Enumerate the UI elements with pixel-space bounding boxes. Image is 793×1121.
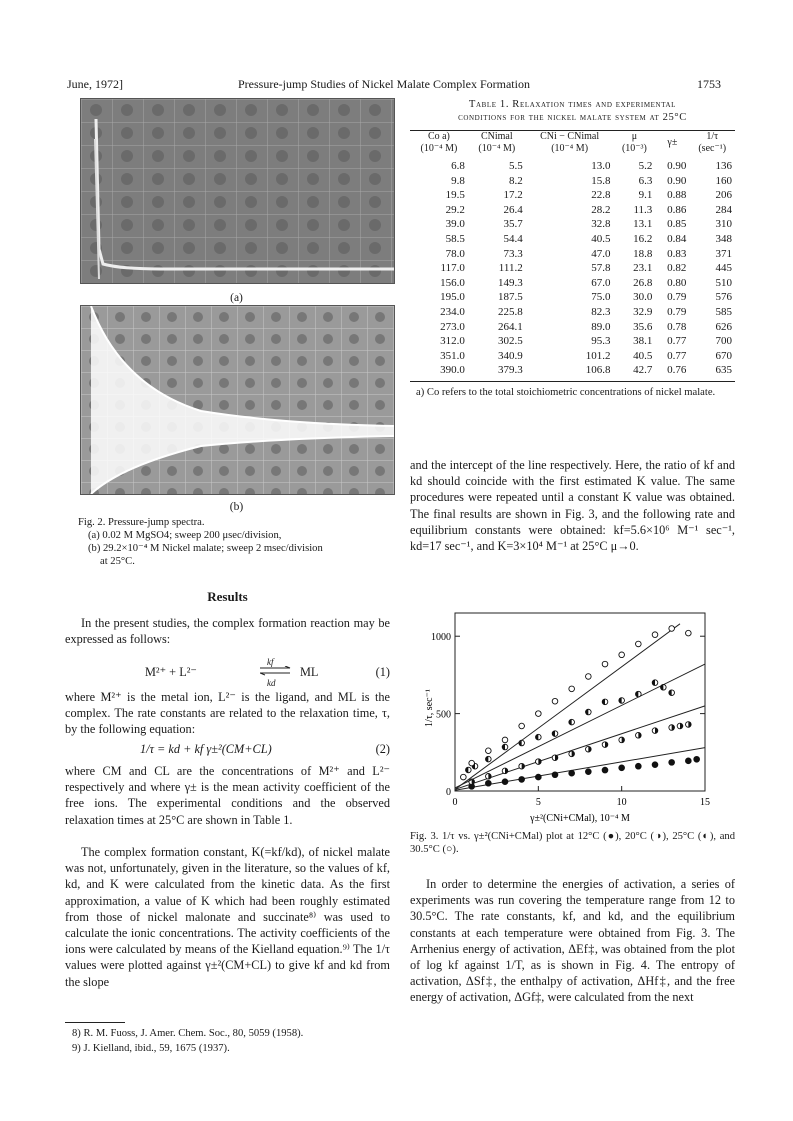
equation-1	[65, 654, 390, 686]
table-cell: 54.4	[503, 232, 523, 245]
header-title: Pressure-jump Studies of Nickel Malate Complex Formation	[238, 77, 530, 91]
table-cell: 310	[715, 218, 732, 231]
table-cell: 106.8	[585, 364, 611, 377]
table-cell: 371	[715, 247, 732, 260]
figure-3	[410, 605, 735, 830]
table-cell: 26.4	[503, 203, 523, 216]
table-cell: 635	[715, 364, 732, 377]
table-cell: 89.0	[591, 320, 611, 333]
data-point	[652, 632, 658, 638]
x-tick-label: 10	[616, 797, 627, 808]
table-1-header-cell: γ±	[667, 137, 678, 148]
data-point	[552, 698, 558, 704]
table-row	[410, 261, 735, 276]
data-point	[619, 765, 625, 771]
table-row	[410, 232, 735, 247]
figure-2-caption-b: (b) 29.2×10⁻⁴ M Nickel malate; sweep 2 msec/division	[88, 543, 323, 554]
table-cell: 312.0	[440, 335, 465, 348]
table-row	[410, 320, 735, 335]
results-paragraph-4: The complex formation constant, K(=kf/kd), of nickel malate was not, unfortunately, given in the literature, so the values of kf, kd, and K were calculated from the kinetic data. As the first approximation, a value of K which had been roughly estimated from those of nickel malonate and succinate⁸⁾ was used to calculate the ionic concentrations. The activity coefficients of the ions were calculated by means of the Kielland equation.⁹⁾ The 1/τ values were plotted against γ±²(CM+CL) to give kf and kd from the slope	[65, 845, 390, 989]
equation-1-left: M²⁺ + L²⁻	[145, 665, 197, 679]
table-cell: 225.8	[497, 305, 523, 318]
oscillogram-b	[80, 305, 395, 495]
table-cell: 67.0	[591, 276, 611, 289]
equation-1-kf: kf	[267, 657, 274, 667]
data-point	[636, 641, 642, 647]
equation-2	[65, 741, 390, 759]
table-cell: 0.90	[667, 174, 687, 187]
table-1-header-cell: Co a) (10⁻⁴ M)	[420, 131, 458, 154]
table-cell: 17.2	[503, 189, 523, 202]
header-left: June, 1972]	[67, 77, 123, 91]
footnote-rule	[65, 1022, 125, 1023]
footnote-9: 9) J. Kielland, ibid., 59, 1675 (1937).	[72, 1043, 230, 1054]
table-row	[410, 349, 735, 364]
data-point	[502, 779, 508, 785]
table-cell: 351.0	[440, 349, 465, 362]
table-cell: 9.1	[638, 189, 653, 202]
table-cell: 75.0	[591, 291, 611, 304]
table-cell: 160	[715, 174, 732, 187]
data-point	[536, 711, 542, 717]
plot-frame	[455, 613, 705, 791]
x-tick-label: 15	[700, 797, 710, 808]
table-cell: 0.79	[667, 305, 687, 318]
table-1-header-cell: CNimal (10⁻⁴ M)	[478, 131, 516, 154]
table-cell: 576	[715, 291, 732, 304]
table-cell: 390.0	[440, 364, 465, 377]
table-cell: 187.5	[497, 291, 523, 304]
table-cell: 11.3	[633, 203, 653, 216]
table-cell: 82.3	[591, 305, 611, 318]
equation-2-body: 1/τ = kd + kf γ±²(CM+CL)	[140, 742, 272, 756]
data-point	[519, 723, 525, 729]
table-row	[410, 247, 735, 262]
x-tick-label: 5	[535, 797, 541, 808]
figure-2-caption-a: (a) 0.02 M MgSO4; sweep 200 μsec/division,	[88, 530, 282, 541]
table-row	[410, 217, 735, 232]
table-cell: 26.8	[633, 276, 653, 289]
table-1-grid	[410, 131, 735, 378]
oscillogram-a-trace	[81, 99, 394, 283]
table-1-header-row	[410, 131, 735, 159]
table-cell: 340.9	[497, 349, 523, 362]
data-point	[461, 774, 467, 780]
results-paragraph-1: In the present studies, the complex formation reaction may be expressed as follows:	[65, 616, 390, 647]
table-cell: 40.5	[591, 232, 611, 245]
table-cell: 0.88	[667, 189, 687, 202]
table-cell: 510	[715, 276, 732, 289]
page-number: 1753	[697, 77, 721, 91]
table-cell: 15.8	[591, 174, 611, 187]
table-cell: 264.1	[497, 320, 523, 333]
table-cell: 9.8	[451, 174, 465, 187]
table-cell: 95.3	[591, 335, 611, 348]
table-cell: 58.5	[445, 232, 465, 245]
data-point	[552, 772, 558, 778]
table-cell: 348	[715, 232, 732, 245]
table-cell: 0.84	[667, 232, 687, 245]
data-point	[586, 674, 592, 680]
table-row	[410, 174, 735, 189]
equation-2-number: (2)	[375, 742, 390, 756]
oscillogram-b-trace	[81, 306, 394, 494]
table-cell: 206	[715, 189, 732, 202]
table-cell: 18.8	[633, 247, 653, 260]
table-1-bottom-rule	[410, 381, 735, 382]
table-row	[410, 203, 735, 218]
data-point	[519, 777, 525, 783]
table-cell: 47.0	[591, 247, 611, 260]
table-cell: 0.85	[667, 218, 687, 231]
table-cell: 13.1	[633, 218, 653, 231]
figure-2-caption	[78, 516, 398, 568]
figure-3-plot	[410, 605, 735, 830]
data-point	[586, 769, 592, 775]
data-point	[619, 652, 625, 658]
data-point	[652, 762, 658, 768]
table-cell: 73.3	[503, 247, 523, 260]
table-cell: 29.2	[445, 203, 465, 216]
table-cell: 0.86	[667, 203, 687, 216]
data-point	[669, 760, 675, 766]
table-cell: 32.9	[633, 305, 653, 318]
figure-2-caption-b2: at 25°C.	[100, 556, 135, 567]
data-point	[486, 748, 492, 754]
results-paragraph-3: where CM and CL are the concentrations of M²⁺ and L²⁻ respectively and where γ± is the mean activity coefficient of the free ions. The experimental conditions and the observed relaxation times at 25°C are shown in Table 1.	[65, 764, 390, 827]
table-cell: 302.5	[497, 335, 523, 348]
table-row	[410, 290, 735, 305]
table-cell: 626	[715, 320, 732, 333]
table-cell: 195.0	[440, 291, 465, 304]
table-row	[410, 188, 735, 203]
table-cell: 0.77	[667, 335, 687, 348]
table-1-footnote: a) Co refers to the total stoichiometric concentrations of nickel malate.	[416, 386, 716, 398]
equation-1-kd: kd	[267, 678, 276, 688]
data-point	[686, 630, 692, 636]
data-point	[636, 763, 642, 769]
table-cell: 8.2	[508, 174, 523, 187]
data-point	[602, 661, 608, 667]
table-cell: 35.6	[633, 320, 653, 333]
table-cell: 0.82	[667, 262, 687, 275]
data-point	[469, 760, 475, 766]
table-cell: 0.90	[667, 160, 687, 172]
table-cell: 32.8	[591, 218, 611, 231]
results-paragraph-2: where M²⁺ is the metal ion, L²⁻ is the ligand, and ML is the complex. The rate constants are related to the relaxation time, τ, by the following equation:	[65, 690, 390, 737]
table-cell: 234.0	[440, 305, 465, 318]
oscillogram-a	[80, 98, 395, 284]
data-point	[569, 770, 575, 776]
fit-line	[455, 706, 705, 790]
table-cell: 149.3	[497, 276, 523, 289]
table-cell: 0.78	[667, 320, 687, 333]
right-paragraph-1: and the intercept of the line respectively. Here, the ratio of kf and kd should coincide with the first estimated K value. The same procedures were repeated until a constant K value was obtained. The final results are shown in Fig. 3, and the following rate and equilibrium constants were obtained: kf=5.6×10⁶ M⁻¹ sec⁻¹, kd=17 sec⁻¹, and K=3×10⁴ M⁻¹ at 25°C μ→0.	[410, 458, 735, 554]
table-cell: 445	[715, 262, 732, 275]
y-tick-label: 0	[446, 787, 451, 798]
table-cell: 379.3	[497, 364, 523, 377]
table-cell: 585	[715, 305, 732, 318]
table-cell: 0.77	[667, 349, 687, 362]
table-1-header-cell: μ (10⁻³)	[621, 131, 647, 154]
table-cell: 0.83	[667, 247, 687, 260]
table-row	[410, 305, 735, 320]
y-tick-label: 500	[436, 709, 451, 721]
table-cell: 30.0	[633, 291, 653, 304]
equation-1-number: (1)	[375, 665, 390, 679]
table-cell: 22.8	[591, 189, 611, 202]
table-row	[410, 334, 735, 349]
data-point	[694, 756, 700, 762]
table-cell: 39.0	[445, 218, 465, 231]
table-cell: 0.79	[667, 291, 687, 304]
data-point	[602, 767, 608, 773]
table-cell: 136	[715, 160, 732, 172]
figure-2a-label: (a)	[230, 292, 243, 304]
table-cell: 28.2	[591, 203, 611, 216]
x-tick-label: 0	[452, 797, 458, 808]
data-point	[686, 758, 692, 764]
table-cell: 670	[715, 349, 732, 362]
data-point	[536, 774, 542, 780]
x-axis-label: γ±²(CNi+CMal), 10⁻⁴ M	[530, 813, 630, 824]
fit-line	[455, 624, 680, 790]
equation-1-right: ML	[300, 665, 319, 679]
results-heading: Results	[207, 589, 248, 604]
table-cell: 273.0	[440, 320, 465, 333]
table-cell: 38.1	[633, 335, 653, 348]
table-cell: 19.5	[445, 189, 465, 202]
table-cell: 5.5	[508, 160, 523, 172]
table-cell: 6.8	[451, 160, 465, 172]
footnote-8: 8) R. M. Fuoss, J. Amer. Chem. Soc., 80, 5059 (1958).	[72, 1028, 304, 1039]
table-1	[410, 98, 735, 399]
table-cell: 0.80	[667, 276, 687, 289]
data-point	[569, 686, 575, 692]
figure-2-caption-title: Fig. 2. Pressure-jump spectra.	[78, 517, 205, 528]
table-cell: 156.0	[440, 276, 465, 289]
table-row	[410, 276, 735, 291]
table-cell: 13.0	[591, 160, 611, 172]
table-cell: 6.3	[638, 174, 653, 187]
table-1-header-cell: 1/τ (sec⁻¹)	[698, 131, 727, 154]
table-1-title-line-1: Table 1. Relaxation times and experimental	[468, 99, 677, 110]
table-cell: 35.7	[503, 218, 523, 231]
data-point	[486, 780, 492, 786]
table-cell: 78.0	[445, 247, 465, 260]
y-axis-label: 1/τ, sec⁻¹	[424, 689, 435, 727]
table-cell: 284	[715, 203, 732, 216]
table-1-header-cell: CNi − CNimal (10⁻⁴ M)	[540, 131, 600, 154]
table-cell: 111.2	[498, 262, 523, 275]
table-cell: 42.7	[633, 364, 653, 377]
equilibrium-arrows-icon	[260, 666, 292, 676]
table-cell: 57.8	[591, 262, 611, 275]
table-cell: 40.5	[633, 349, 653, 362]
table-1-title-line-2: conditions for the nickel malate system at 25°C	[458, 112, 687, 123]
table-cell: 23.1	[633, 262, 653, 275]
table-cell: 101.2	[585, 349, 611, 362]
right-paragraph-2: In order to determine the energies of activation, a series of experiments was run covering the temperature range from 12 to 30.5°C. The rate constants, kf, and kd, and the equilibrium constants at each temperature were obtained from Fig. 3. The Arrhenius energy of activation, ΔEf‡, was obtained from the plot of log kf against 1/T, as is shown in Fig. 4. The entropy of activation, ΔSf‡, the enthalpy of activation, ΔHf‡, and the free energy of activation, ΔGf‡, were calculated from the next	[410, 877, 735, 1005]
table-cell: 0.76	[667, 364, 687, 377]
table-cell: 700	[715, 335, 732, 348]
table-row	[410, 159, 735, 174]
figure-2b-label: (b)	[229, 501, 244, 513]
data-point	[502, 737, 508, 743]
figure-3-caption: Fig. 3. 1/τ vs. γ±²(CNi+CMal) plot at 12°C (●), 20°C (◑), 25°C (◐), and 30.5°C (○).	[410, 831, 735, 855]
table-cell: 16.2	[633, 232, 653, 245]
y-tick-label: 1000	[431, 632, 451, 644]
table-row	[410, 363, 735, 378]
table-cell: 117.0	[440, 262, 465, 275]
data-point	[669, 626, 675, 632]
table-cell: 5.2	[638, 160, 653, 172]
